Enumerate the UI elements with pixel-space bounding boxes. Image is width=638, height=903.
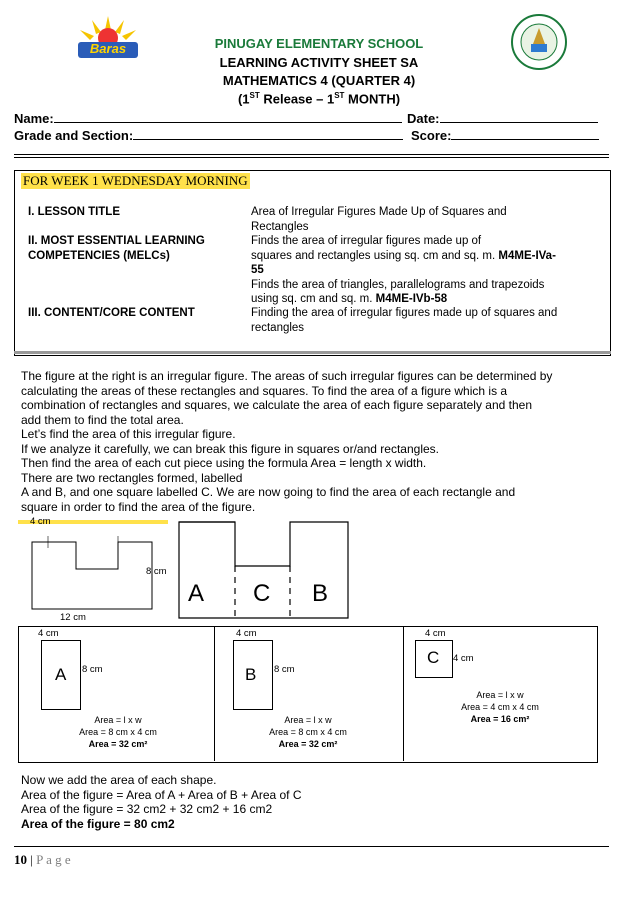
- lesson-box-bottom-rule: [14, 351, 611, 354]
- date-field[interactable]: Date:: [407, 110, 598, 126]
- body-line: Then find the area of each cut piece using the formula Area = length x width.: [21, 456, 427, 470]
- sheet-title: LEARNING ACTIVITY SHEET SA: [219, 55, 419, 70]
- body-line: If we analyze it carefully, we can break this figure in squares or/and rectangles.: [21, 441, 439, 456]
- shape-a-letter: A: [55, 665, 67, 684]
- subject-title: MATHEMATICS 4 (QUARTER 4): [222, 73, 416, 88]
- body-line: There are two rectangles formed, labelled: [21, 470, 243, 485]
- body-line: Let’s find the area of this irregular figure.: [21, 427, 236, 441]
- lesson-title-label: I. LESSON TITLE: [28, 206, 121, 218]
- page-footer: 10 | P a g e: [14, 852, 71, 867]
- summary-line: Now we add the area of each shape.: [21, 773, 217, 787]
- body-line: The figure at the right is an irregular figure. The areas of such irregular figures can be determined by: [21, 369, 553, 383]
- school-name: PINUGAY ELEMENTARY SCHOOL: [214, 36, 424, 51]
- summary-line: Area of the figure = 32 cm2 + 32 cm2 + 16 cm2: [21, 802, 273, 816]
- shape-c-letter: C: [427, 648, 440, 667]
- shape-a-formula: Area = l x w Area = 8 cm x 4 cm Area = 32 cm²: [79, 715, 157, 749]
- page-number: 10: [14, 852, 27, 867]
- shape-b-formula: Area = l x w Area = 8 cm x 4 cm Area = 32 cm²: [269, 715, 347, 749]
- body-line: add them to find the total area.: [21, 412, 184, 427]
- week-banner: FOR WEEK 1 WEDNESDAY MORNING: [23, 173, 248, 188]
- figure-bottom-label: 12 cm: [60, 612, 86, 623]
- shape-b-top-label: 4 cm: [236, 628, 257, 639]
- footer-rule: [14, 846, 609, 847]
- table-divider: [403, 626, 404, 761]
- body-line: combination of rectangles and squares, we calculate the area of each figure separately and then: [21, 398, 532, 412]
- summary-total: Area of the figure = 80 cm2: [21, 816, 175, 831]
- content-value: Finding the area of irregular figures made up of squares and rectangles: [251, 307, 558, 334]
- header-divider: [14, 154, 609, 158]
- shape-b-side-label: 8 cm: [274, 664, 295, 675]
- body-line: A and B, and one square labelled C. We are now going to find the area of each rectangle and: [21, 485, 516, 499]
- shape-c-formula: Area = l x w Area = 4 cm x 4 cm Area = 16 cm²: [461, 690, 539, 724]
- shape-c-top-label: 4 cm: [425, 628, 446, 639]
- score-field[interactable]: Score:: [411, 127, 599, 143]
- irregular-figure: [18, 514, 178, 626]
- table-divider: [214, 626, 215, 761]
- division-logo-text: Baras: [89, 41, 127, 56]
- grade-section-field[interactable]: Grade and Section:: [14, 127, 403, 143]
- split-label-a: A: [188, 580, 205, 607]
- shape-a-top-label: 4 cm: [38, 628, 59, 639]
- body-line: calculating the areas of these rectangles and squares. To find the area of a figure which is a: [21, 383, 508, 398]
- summary-block: [21, 773, 601, 831]
- release-line: (1ST Release – 1ST MONTH): [237, 91, 401, 107]
- name-field[interactable]: Name:: [14, 110, 402, 126]
- shape-b-letter: B: [245, 665, 257, 684]
- lesson-title-value: Area of Irregular Figures Made Up of Squares and Rectangles: [251, 206, 507, 233]
- shape-a-side-label: 8 cm: [82, 664, 103, 675]
- shape-c-side-label: 4 cm: [453, 653, 474, 664]
- split-figure: [178, 520, 350, 620]
- melc-value: Finds the area of irregular figures made up of squares and rectangles using sq. cm and sq. m. M4ME-IVa- 55 Finds the area of triangles, parallelograms and trapezoids using sq. cm and sq. m. M4ME-IVb-58: [251, 235, 556, 305]
- melc-label: II. MOST ESSENTIAL LEARNING COMPETENCIES (MELCs): [28, 235, 205, 262]
- summary-line: Area of the figure = Area of A + Area of B + Area of C: [21, 787, 302, 802]
- content-label: III. CONTENT/CORE CONTENT: [28, 307, 195, 319]
- explanation-paragraph: [21, 369, 601, 514]
- figure-side-label: 8 cm: [146, 566, 167, 577]
- figure-top-label: 4 cm: [30, 516, 51, 527]
- split-label-c: C: [253, 580, 271, 607]
- body-line: square in order to find the area of the figure.: [21, 499, 256, 514]
- page-word: P a g e: [36, 852, 71, 867]
- split-label-b: B: [312, 580, 329, 607]
